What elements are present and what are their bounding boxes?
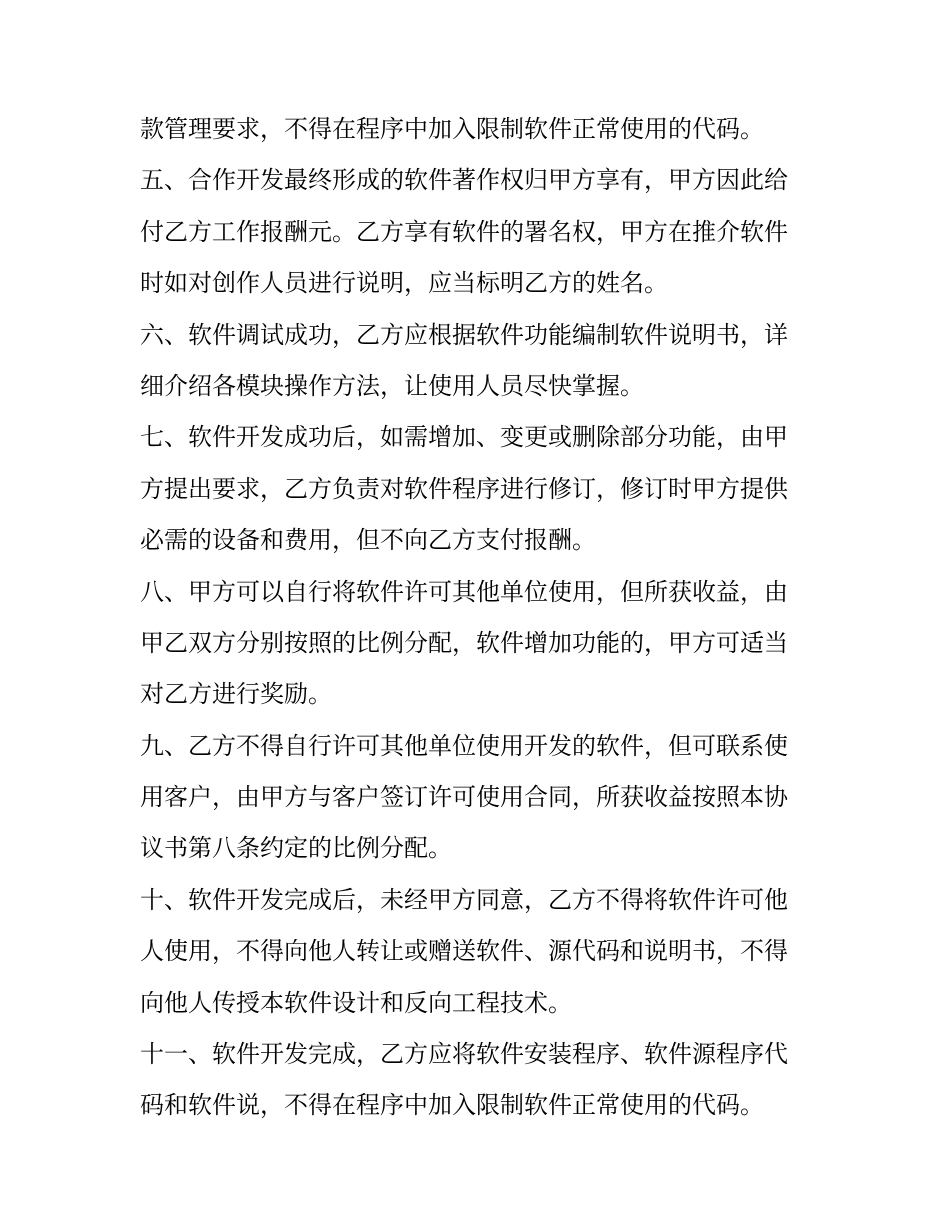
text-line: 七、软件开发成功后，如需增加、变更或删除部分功能，由甲 xyxy=(140,423,788,452)
text-line: 十一、软件开发完成，乙方应将软件安装程序、软件源程序代 xyxy=(140,1040,788,1069)
text-line: 向他人传授本软件设计和反向工程技术。 xyxy=(140,988,572,1017)
text-line: 六、软件调试成功，乙方应根据软件功能编制软件说明书，详 xyxy=(140,320,788,349)
text-line: 五、合作开发最终形成的软件著作权归甲方享有，甲方因此给 xyxy=(140,166,788,195)
text-line: 议书第八条约定的比例分配。 xyxy=(140,834,452,863)
text-line: 方提出要求，乙方负责对软件程序进行修订，修订时甲方提供 xyxy=(140,474,788,503)
text-line: 码和软件说，不得在程序中加入限制软件正常使用的代码。 xyxy=(140,1091,764,1120)
text-line: 对乙方进行奖励。 xyxy=(140,680,332,709)
text-line: 人使用，不得向他人转让或赠送软件、源代码和说明书，不得 xyxy=(140,937,788,966)
text-line: 款管理要求，不得在程序中加入限制软件正常使用的代码。 xyxy=(140,115,764,143)
text-line: 九、乙方不得自行许可其他单位使用开发的软件，但可联系使 xyxy=(140,731,788,760)
text-line: 必需的设备和费用，但不向乙方支付报酬。 xyxy=(140,526,596,555)
text-line: 用客户，由甲方与客户签订许可使用合同，所获收益按照本协 xyxy=(140,783,788,812)
text-line: 甲乙双方分别按照的比例分配，软件增加功能的，甲方可适当 xyxy=(140,628,788,657)
text-line: 付乙方工作报酬元。乙方享有软件的署名权，甲方在推介软件 xyxy=(140,217,788,246)
text-line: 细介绍各模块操作方法，让使用人员尽快掌握。 xyxy=(140,371,644,400)
text-line: 十、软件开发完成后，未经甲方同意，乙方不得将软件许可他 xyxy=(140,885,788,914)
text-line: 时如对创作人员进行说明，应当标明乙方的姓名。 xyxy=(140,269,668,298)
text-line: 八、甲方可以自行将软件许可其他单位使用，但所获收益，由 xyxy=(140,577,788,606)
document-body xyxy=(140,104,820,1132)
